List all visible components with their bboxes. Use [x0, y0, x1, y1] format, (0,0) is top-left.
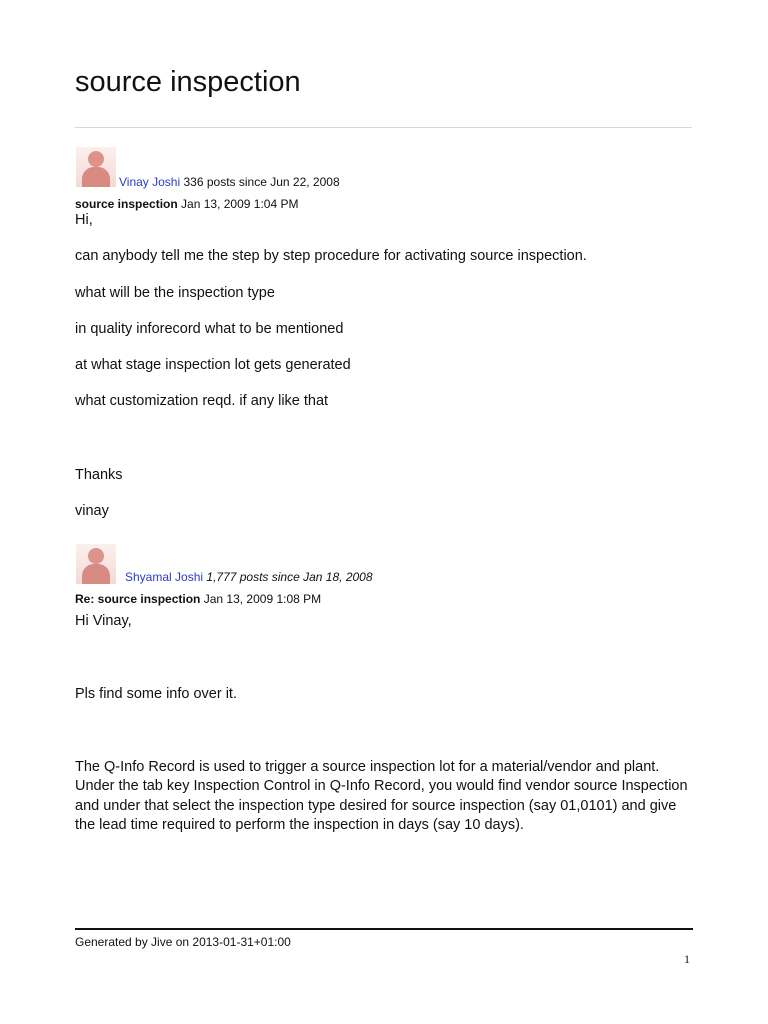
footer-divider [75, 928, 693, 930]
post-subject: Re: source inspection [75, 592, 201, 606]
avatar-icon [76, 544, 116, 584]
avatar-head [88, 548, 104, 564]
post-meta [119, 175, 340, 189]
avatar-body [82, 167, 110, 187]
author-stats: 336 posts since Jun 22, 2008 [183, 175, 340, 189]
page-title: source inspection [75, 66, 301, 98]
post-date: Jan 13, 2009 1:08 PM [203, 592, 322, 606]
footer-text: Generated by Jive on 2013-01-31+01:00 [75, 935, 291, 949]
post-subject: source inspection [75, 197, 178, 211]
post-text: can anybody tell me the step by step procedure for activating source inspection. [75, 248, 587, 264]
post-meta [125, 570, 373, 584]
post-text: Thanks [75, 467, 123, 483]
post-text: at what stage inspection lot gets generated [75, 357, 351, 373]
title-divider [75, 127, 692, 128]
post-text: Pls find some info over it. [75, 686, 237, 702]
avatar-head [88, 151, 104, 167]
post-text: vinay [75, 503, 109, 519]
post-subject-line [75, 592, 321, 606]
avatar-icon [76, 147, 116, 187]
post-text: Hi, [75, 212, 93, 228]
post-subject-line [75, 197, 298, 211]
author-link[interactable]: Shyamal Joshi [125, 570, 204, 584]
post-text: Hi Vinay, [75, 613, 132, 629]
post-text: in quality inforecord what to be mentioned [75, 321, 344, 337]
post-date: Jan 13, 2009 1:04 PM [181, 197, 299, 211]
post-text: what will be the inspection type [75, 285, 275, 301]
post-text: what customization reqd. if any like that [75, 393, 329, 409]
page-number: 1 [684, 952, 690, 966]
post-paragraph: The Q-Info Record is used to trigger a source inspection lot for a material/vendor and plant. Under the tab key Inspection Control in Q-Info Record, you would find vendor source Inspection and under that select the inspection type desired for source inspection (say 01,0101) and give the lead time required to perform the inspection in days (say 10 days). [75, 759, 688, 833]
avatar-body [82, 564, 110, 584]
author-link[interactable]: Vinay Joshi [119, 175, 181, 189]
author-stats: 1,777 posts since Jan 18, 2008 [206, 570, 373, 584]
